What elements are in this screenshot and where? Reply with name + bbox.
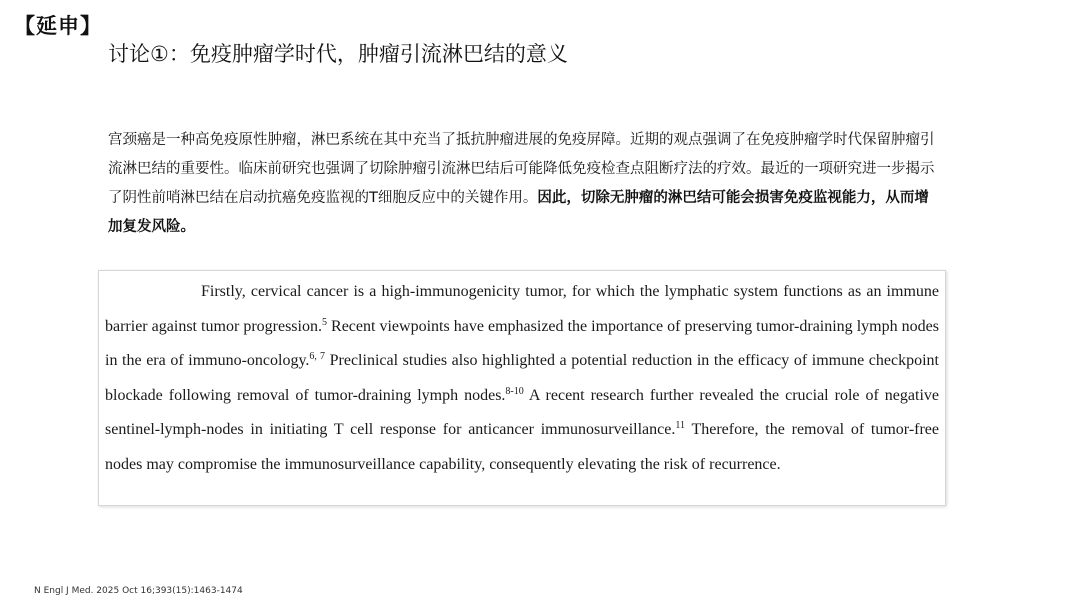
chinese-summary-conclusion: 因此，切除无肿瘤的淋巴结可能会损害免疫监视能力，从而增加复发风险。 [108, 190, 929, 235]
section-tag: 【延申】 [14, 14, 102, 38]
excerpt-sentence-2: Recent viewpoints have emphasized the importance of preserving tumor-draining lymph nodes in the era of immuno-oncology. [105, 317, 939, 370]
reference-marker: 8-10 [505, 385, 524, 397]
excerpt-sentence-4: A recent research further revealed the crucial role of negative sentinel-lymph-nodes in initiating T cell response for anticancer immunosurveillance. [105, 386, 939, 439]
chinese-summary-paragraph [108, 126, 940, 242]
reference-marker: 5 [321, 316, 327, 328]
english-excerpt-box [98, 270, 946, 506]
discussion-heading: 讨论①：免疫肿瘤学时代，肿瘤引流淋巴结的意义 [108, 42, 568, 66]
excerpt-sentence-5: Therefore, the removal of tumor-free nodes may compromise the immunosurveillance capability, consequently elevating the risk of recurrence. [105, 421, 940, 473]
excerpt-sentence-3: Preclinical studies also highlighted a potential reduction in the efficacy of immune checkpoint blockade following removal of tumor-draining lymph nodes. [105, 352, 940, 404]
excerpt-sentence-1: Firstly, cervical cancer is a high-immunogenicity tumor, for which the lymphatic system functions as an immune barrier against tumor progression. [105, 283, 939, 335]
source-citation: N Engl J Med. 2025 Oct 16;393(15):1463-1474 [34, 586, 243, 596]
chinese-summary-text: 宫颈癌是一种高免疫原性肿瘤，淋巴系统在其中充当了抵抗肿瘤进展的免疫屏障。近期的观点强调了在免疫肿瘤学时代保留肿瘤引流淋巴结的重要性。临床前研究也强调了切除肿瘤引流淋巴结后可能降低免疫检查点阻断疗法的疗效。最近的一项研究进一步揭示了阴性前哨淋巴结在启动抗癌免疫监视的T细胞反应中的关键作用。 [108, 132, 935, 206]
reference-marker: 6, 7 [309, 351, 326, 363]
english-excerpt-paragraph [105, 275, 939, 483]
reference-marker: 11 [675, 420, 685, 432]
